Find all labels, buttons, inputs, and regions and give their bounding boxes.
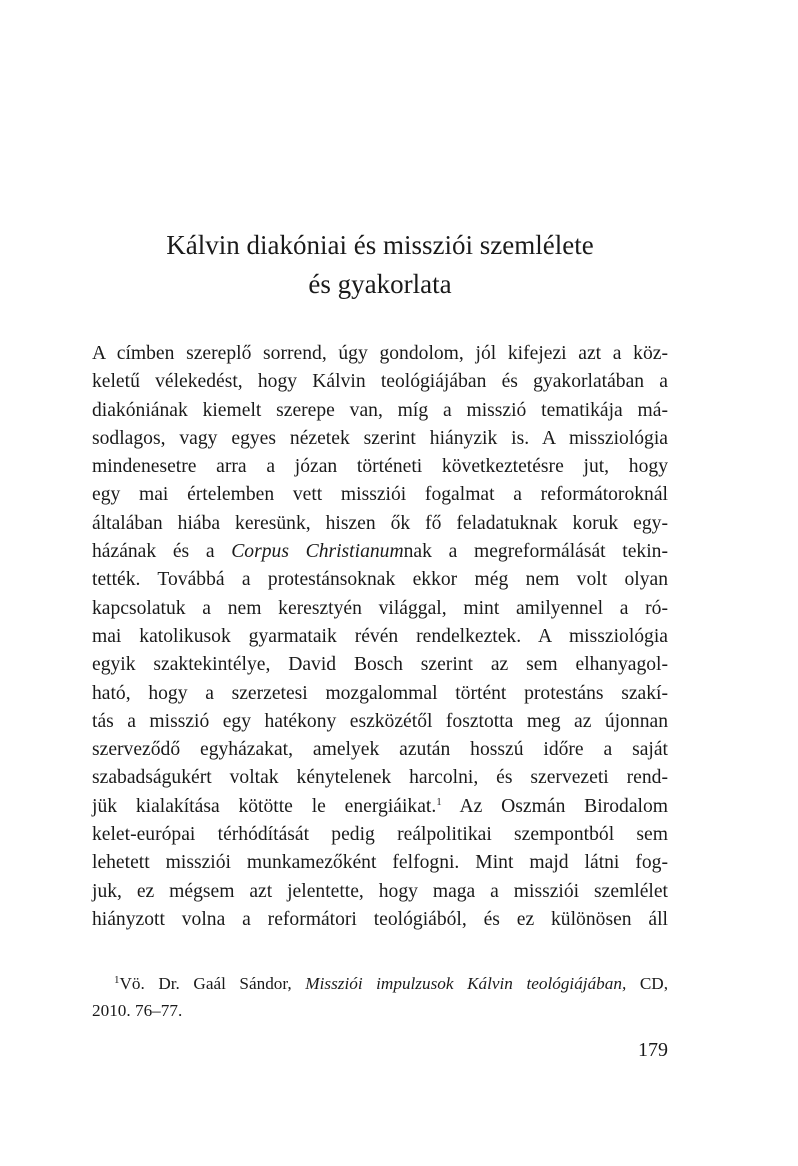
- footnote-text-post: CD,: [626, 974, 668, 993]
- footnote-line-1: [92, 970, 668, 997]
- italic-term: Corpus Christianum: [231, 541, 404, 563]
- body-text: [92, 340, 668, 934]
- body-line: [92, 538, 668, 566]
- footnote-book-title: Missziói impulzusok Kálvin teológiájában,: [305, 974, 627, 993]
- body-line: kelet-európai térhódítását pedig reálpolitikai szempontból sem: [92, 824, 668, 846]
- footnote-number: 1: [114, 974, 120, 986]
- body-line: szabadságukért voltak kénytelenek harcolni, és szervezeti rend-: [92, 767, 668, 789]
- body-line-text: jük kialakítása kötötte le energiáikat.: [92, 795, 437, 817]
- body-line: egy mai értelemben vett missziói fogalmat a reformátoroknál: [92, 484, 668, 506]
- body-line: ható, hogy a szerzetesi mozgalommal történt protestáns szakí-: [92, 682, 668, 704]
- body-line: tették. Továbbá a protestánsoknak ekkor még nem volt olyan: [92, 569, 668, 591]
- footnote-line-2: 2010. 76–77.: [92, 1001, 183, 1020]
- body-line-text: házának és a: [92, 541, 232, 563]
- body-line: A címben szereplő sorrend, úgy gondolom, jól kifejezi azt a köz-: [92, 343, 668, 364]
- footnote-text-pre: Vö. Dr. Gaál Sándor,: [119, 974, 306, 993]
- body-line: hiányzott volna a reformátori teológiából, és ez különösen áll: [92, 908, 668, 930]
- page-number: 179: [638, 1039, 668, 1061]
- body-line-text: nak a megreformálását tekin-: [403, 541, 668, 563]
- body-line: mindenesetre arra a józan történeti következtetésre jut, hogy: [92, 456, 668, 478]
- chapter-title: [92, 226, 668, 304]
- body-line: általában hiába keresünk, hiszen ők fő feladatuknak koruk egy-: [92, 512, 668, 534]
- body-line: tás a misszió egy hatékony eszközétől fosztotta meg az újonnan: [92, 710, 668, 732]
- body-line: [92, 793, 668, 821]
- chapter-title-line-1: Kálvin diakóniai és missziói szemlélete: [166, 230, 594, 260]
- body-line: juk, ez mégsem azt jelentette, hogy maga a missziói szemlélet: [92, 880, 668, 902]
- footnote: [92, 970, 668, 1024]
- body-line: lehetett missziói munkamezőként felfogni. Mint majd látni fog-: [92, 852, 668, 874]
- body-line: mai katolikusok gyarmataik révén rendelkeztek. A missziológia: [92, 625, 668, 647]
- body-line: szerveződő egyházakat, amelyek azután hosszú időre a saját: [92, 739, 668, 761]
- body-line: kapcsolatuk a nem keresztyén világgal, mint amilyennel a ró-: [92, 597, 668, 619]
- body-line: sodlagos, vagy egyes nézetek szerint hiányzik is. A missziológia: [92, 427, 668, 449]
- body-line-text: Az Oszmán Birodalom: [441, 795, 668, 817]
- footnote-reference[interactable]: 1: [436, 795, 442, 808]
- chapter-title-line-2: és gyakorlata: [308, 269, 452, 299]
- body-line: egyik szaktekintélye, David Bosch szerint az sem elhanyagol-: [92, 654, 668, 676]
- body-line: diakóniának kiemelt szerepe van, míg a misszió tematikája má-: [92, 399, 668, 421]
- body-line: keletű vélekedést, hogy Kálvin teológiájában és gyakorlatában a: [92, 371, 668, 393]
